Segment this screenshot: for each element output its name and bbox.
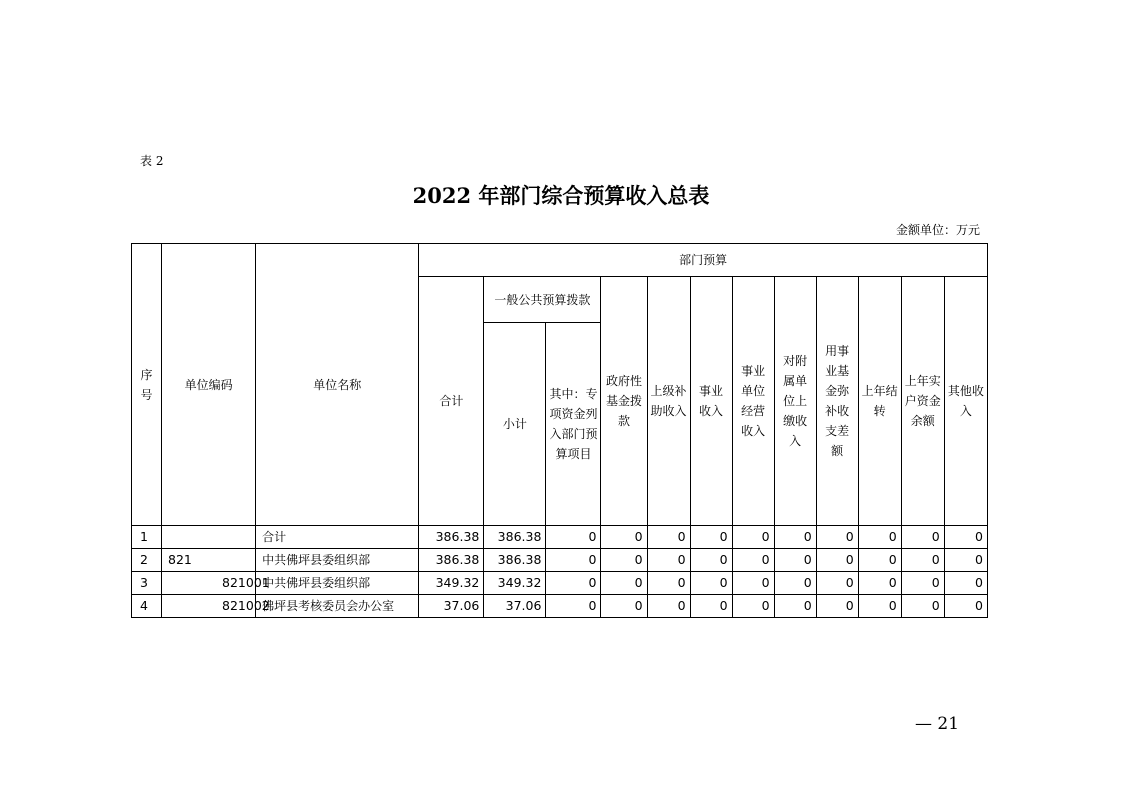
cell-carry: 0 [858, 549, 901, 572]
cell-code [162, 526, 256, 549]
cell-seq: 4 [132, 595, 162, 618]
header-affiliated-income-label: 对附属单位上缴收入 [783, 354, 808, 448]
header-superior-subsidy-label: 上级补助收入 [650, 384, 687, 418]
header-dept-budget-label: 部门预算 [679, 253, 728, 267]
table-row [132, 595, 988, 618]
header-other-income-label: 其他收入 [947, 384, 984, 418]
amount-unit: 金额单位：万元 [895, 223, 980, 237]
cell-makeup: 0 [816, 526, 858, 549]
cell-carry: 0 [858, 572, 901, 595]
cell-seq: 3 [132, 572, 162, 595]
header-affiliated-income [774, 277, 816, 526]
table-row [132, 572, 988, 595]
cell-code: 821002 [162, 595, 256, 618]
cell-superior: 0 [647, 595, 690, 618]
cell-other: 0 [944, 572, 987, 595]
header-unit-name [256, 244, 419, 526]
cell-operating: 0 [732, 549, 774, 572]
cell-balance: 0 [901, 549, 944, 572]
cell-subtotal: 386.38 [484, 526, 546, 549]
table-body [132, 526, 988, 618]
cell-operating: 0 [732, 595, 774, 618]
cell-code: 821 [162, 549, 256, 572]
cell-business: 0 [690, 549, 732, 572]
header-seq-label: 序号 [140, 367, 153, 402]
header-unit-code-label: 单位编码 [184, 377, 233, 392]
header-business-operating [732, 277, 774, 526]
header-business-income-label: 事业收入 [699, 384, 724, 418]
header-total [419, 277, 484, 526]
cell-total: 386.38 [419, 526, 484, 549]
header-last-year-balance-label: 上年实户资金余额 [904, 374, 941, 428]
header-general-public-label: 一般公共预算拨款 [494, 292, 591, 307]
table-row [132, 526, 988, 549]
cell-carry: 0 [858, 595, 901, 618]
cell-seq: 2 [132, 549, 162, 572]
cell-subtotal: 37.06 [484, 595, 546, 618]
cell-name: 佛坪县考核委员会办公室 [256, 595, 419, 618]
cell-operating: 0 [732, 572, 774, 595]
cell-business: 0 [690, 595, 732, 618]
cell-total: 386.38 [419, 549, 484, 572]
header-fund-makeup [816, 277, 858, 526]
cell-makeup: 0 [816, 549, 858, 572]
header-special-funds [546, 323, 601, 526]
cell-business: 0 [690, 526, 732, 549]
cell-seq: 1 [132, 526, 162, 549]
cell-code: 821001 [162, 572, 256, 595]
cell-name: 合计 [256, 526, 419, 549]
cell-total: 37.06 [419, 595, 484, 618]
cell-balance: 0 [901, 595, 944, 618]
cell-total: 349.32 [419, 572, 484, 595]
page-number: — 21 [915, 714, 960, 734]
header-seq [132, 244, 162, 526]
cell-special: 0 [546, 572, 601, 595]
header-unit-name-label: 单位名称 [313, 377, 362, 392]
header-dept-budget [419, 244, 988, 277]
header-other-income [944, 277, 987, 526]
cell-other: 0 [944, 595, 987, 618]
budget-income-table [131, 243, 988, 618]
cell-balance: 0 [901, 526, 944, 549]
header-subtotal-label: 小计 [502, 417, 527, 431]
table-row [132, 549, 988, 572]
header-subtotal [484, 323, 546, 526]
page-title: 2022 年部门综合预算收入总表 [412, 183, 710, 208]
cell-gov-fund: 0 [601, 549, 647, 572]
cell-superior: 0 [647, 572, 690, 595]
header-fund-makeup-label: 用事业基金弥补收支差额 [825, 344, 850, 458]
header-special-funds-label: 其中：专项资金列入部门预算项目 [549, 387, 598, 461]
header-last-year-carry-label: 上年结转 [861, 384, 898, 418]
header-total-label: 合计 [439, 394, 464, 408]
cell-affiliated: 0 [774, 549, 816, 572]
cell-operating: 0 [732, 526, 774, 549]
cell-business: 0 [690, 572, 732, 595]
header-gov-fund-label: 政府性基金拨款 [605, 374, 642, 428]
cell-superior: 0 [647, 526, 690, 549]
header-general-public [484, 277, 601, 323]
cell-affiliated: 0 [774, 526, 816, 549]
cell-balance: 0 [901, 572, 944, 595]
cell-carry: 0 [858, 526, 901, 549]
cell-affiliated: 0 [774, 572, 816, 595]
header-last-year-carry [858, 277, 901, 526]
header-last-year-balance [901, 277, 944, 526]
cell-subtotal: 349.32 [484, 572, 546, 595]
cell-special: 0 [546, 549, 601, 572]
header-business-operating-label: 事业单位经营收入 [741, 364, 766, 438]
cell-other: 0 [944, 549, 987, 572]
cell-gov-fund: 0 [601, 595, 647, 618]
table-label: 表 2 [140, 154, 164, 168]
cell-name: 中共佛坪县委组织部 [256, 549, 419, 572]
cell-special: 0 [546, 595, 601, 618]
header-gov-fund [601, 277, 647, 526]
cell-name: 中共佛坪县委组织部 [256, 572, 419, 595]
cell-makeup: 0 [816, 595, 858, 618]
cell-affiliated: 0 [774, 595, 816, 618]
cell-gov-fund: 0 [601, 526, 647, 549]
cell-other: 0 [944, 526, 987, 549]
cell-gov-fund: 0 [601, 572, 647, 595]
cell-special: 0 [546, 526, 601, 549]
cell-subtotal: 386.38 [484, 549, 546, 572]
header-unit-code [162, 244, 256, 526]
header-business-income [690, 277, 732, 526]
cell-superior: 0 [647, 549, 690, 572]
header-superior-subsidy [647, 277, 690, 526]
cell-makeup: 0 [816, 572, 858, 595]
